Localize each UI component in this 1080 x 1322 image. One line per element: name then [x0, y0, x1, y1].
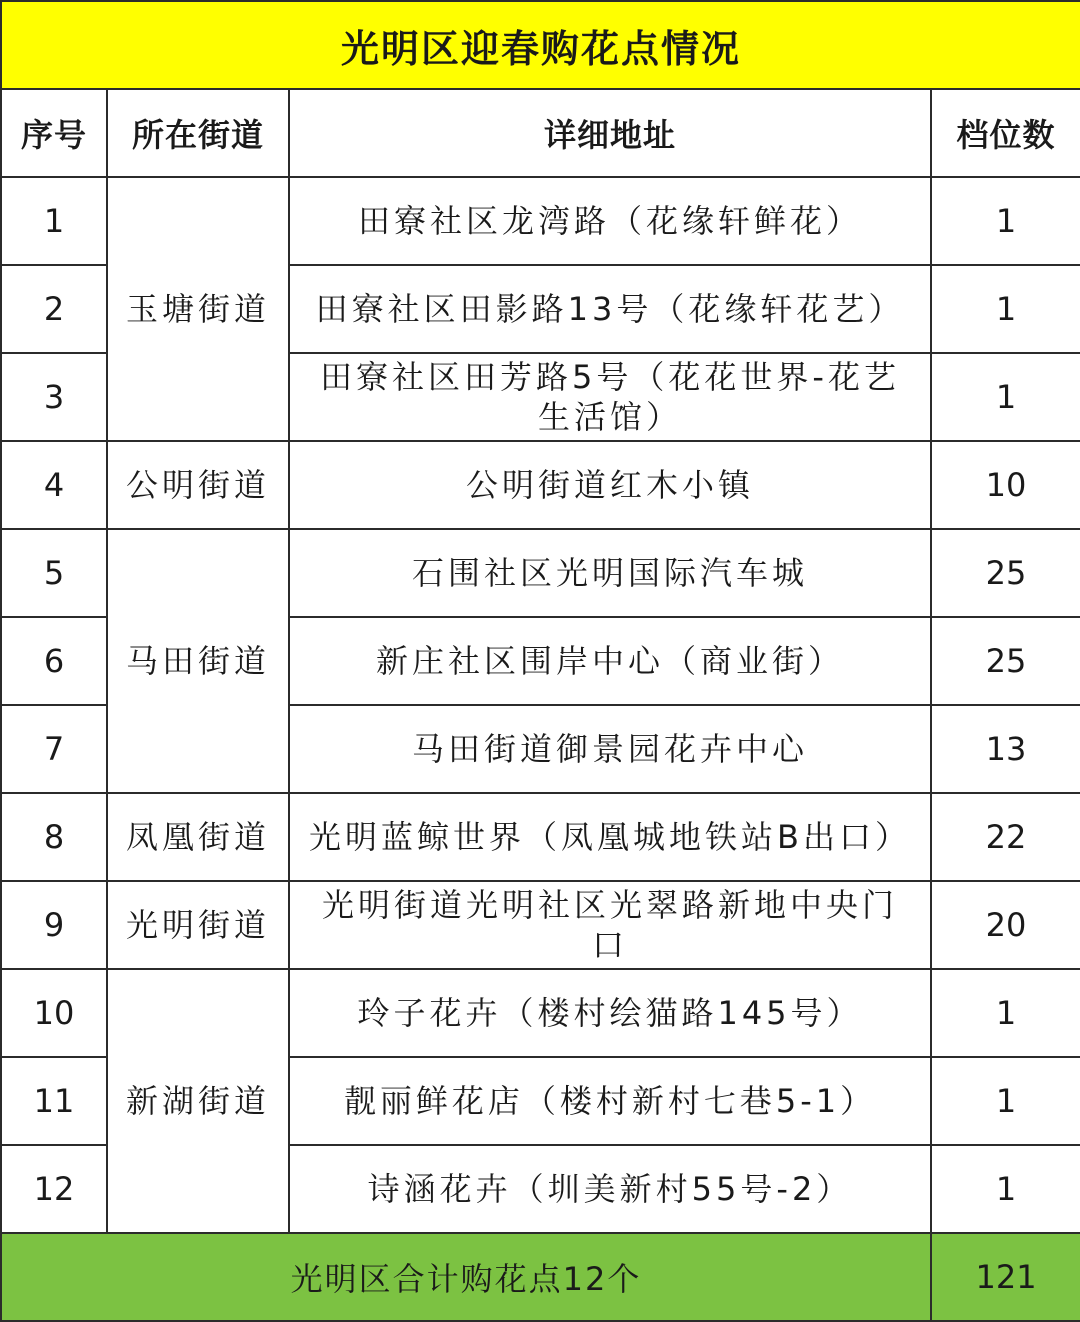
row-stalls: 25	[931, 529, 1080, 617]
row-index: 11	[1, 1057, 107, 1145]
row-index: 10	[1, 969, 107, 1057]
row-stalls: 1	[931, 1057, 1080, 1145]
row-stalls: 1	[931, 265, 1080, 353]
row-stalls: 1	[931, 969, 1080, 1057]
street-cell: 新湖街道	[107, 969, 289, 1233]
total-row	[1, 1233, 1080, 1321]
street-cell: 公明街道	[107, 441, 289, 529]
street-cell: 马田街道	[107, 529, 289, 793]
row-stalls: 20	[931, 881, 1080, 969]
row-stalls: 1	[931, 353, 1080, 441]
row-address: 靓丽鲜花店（楼村新村七巷5-1）	[289, 1057, 931, 1145]
row-index: 8	[1, 793, 107, 881]
row-address: 光明街道光明社区光翠路新地中央门口	[289, 881, 931, 969]
header-street: 所在街道	[107, 89, 289, 177]
row-stalls: 22	[931, 793, 1080, 881]
row-address: 田寮社区田影路13号（花缘轩花艺）	[289, 265, 931, 353]
table-row	[1, 793, 1080, 881]
row-stalls: 1	[931, 1145, 1080, 1233]
row-index: 4	[1, 441, 107, 529]
row-stalls: 1	[931, 177, 1080, 265]
row-index: 1	[1, 177, 107, 265]
header-index: 序号	[1, 89, 107, 177]
total-label: 光明区合计购花点12个	[1, 1233, 931, 1321]
row-index: 7	[1, 705, 107, 793]
row-address: 田寮社区田芳路5号（花花世界-花艺生活馆）	[289, 353, 931, 441]
total-stalls: 121	[931, 1233, 1080, 1321]
row-address: 石围社区光明国际汽车城	[289, 529, 931, 617]
table-row	[1, 529, 1080, 617]
row-stalls: 10	[931, 441, 1080, 529]
row-address: 马田街道御景园花卉中心	[289, 705, 931, 793]
row-address: 玲子花卉（楼村绘猫路145号）	[289, 969, 931, 1057]
header-address: 详细地址	[289, 89, 931, 177]
row-address: 诗涵花卉（圳美新村55号-2）	[289, 1145, 931, 1233]
title-row	[1, 1, 1080, 89]
table-row	[1, 177, 1080, 265]
row-index: 3	[1, 353, 107, 441]
row-stalls: 25	[931, 617, 1080, 705]
row-address: 公明街道红木小镇	[289, 441, 931, 529]
table-row	[1, 969, 1080, 1057]
table-title: 光明区迎春购花点情况	[1, 1, 1080, 89]
row-index: 9	[1, 881, 107, 969]
row-index: 2	[1, 265, 107, 353]
header-stalls: 档位数	[931, 89, 1080, 177]
row-address: 新庄社区围岸中心（商业街）	[289, 617, 931, 705]
table-row	[1, 881, 1080, 969]
street-cell: 光明街道	[107, 881, 289, 969]
header-row	[1, 89, 1080, 177]
street-cell: 凤凰街道	[107, 793, 289, 881]
row-address: 田寮社区龙湾路（花缘轩鲜花）	[289, 177, 931, 265]
row-index: 12	[1, 1145, 107, 1233]
street-cell: 玉塘街道	[107, 177, 289, 441]
row-index: 5	[1, 529, 107, 617]
table-row	[1, 441, 1080, 529]
row-stalls: 13	[931, 705, 1080, 793]
row-address: 光明蓝鲸世界（凤凰城地铁站B出口）	[289, 793, 931, 881]
row-index: 6	[1, 617, 107, 705]
